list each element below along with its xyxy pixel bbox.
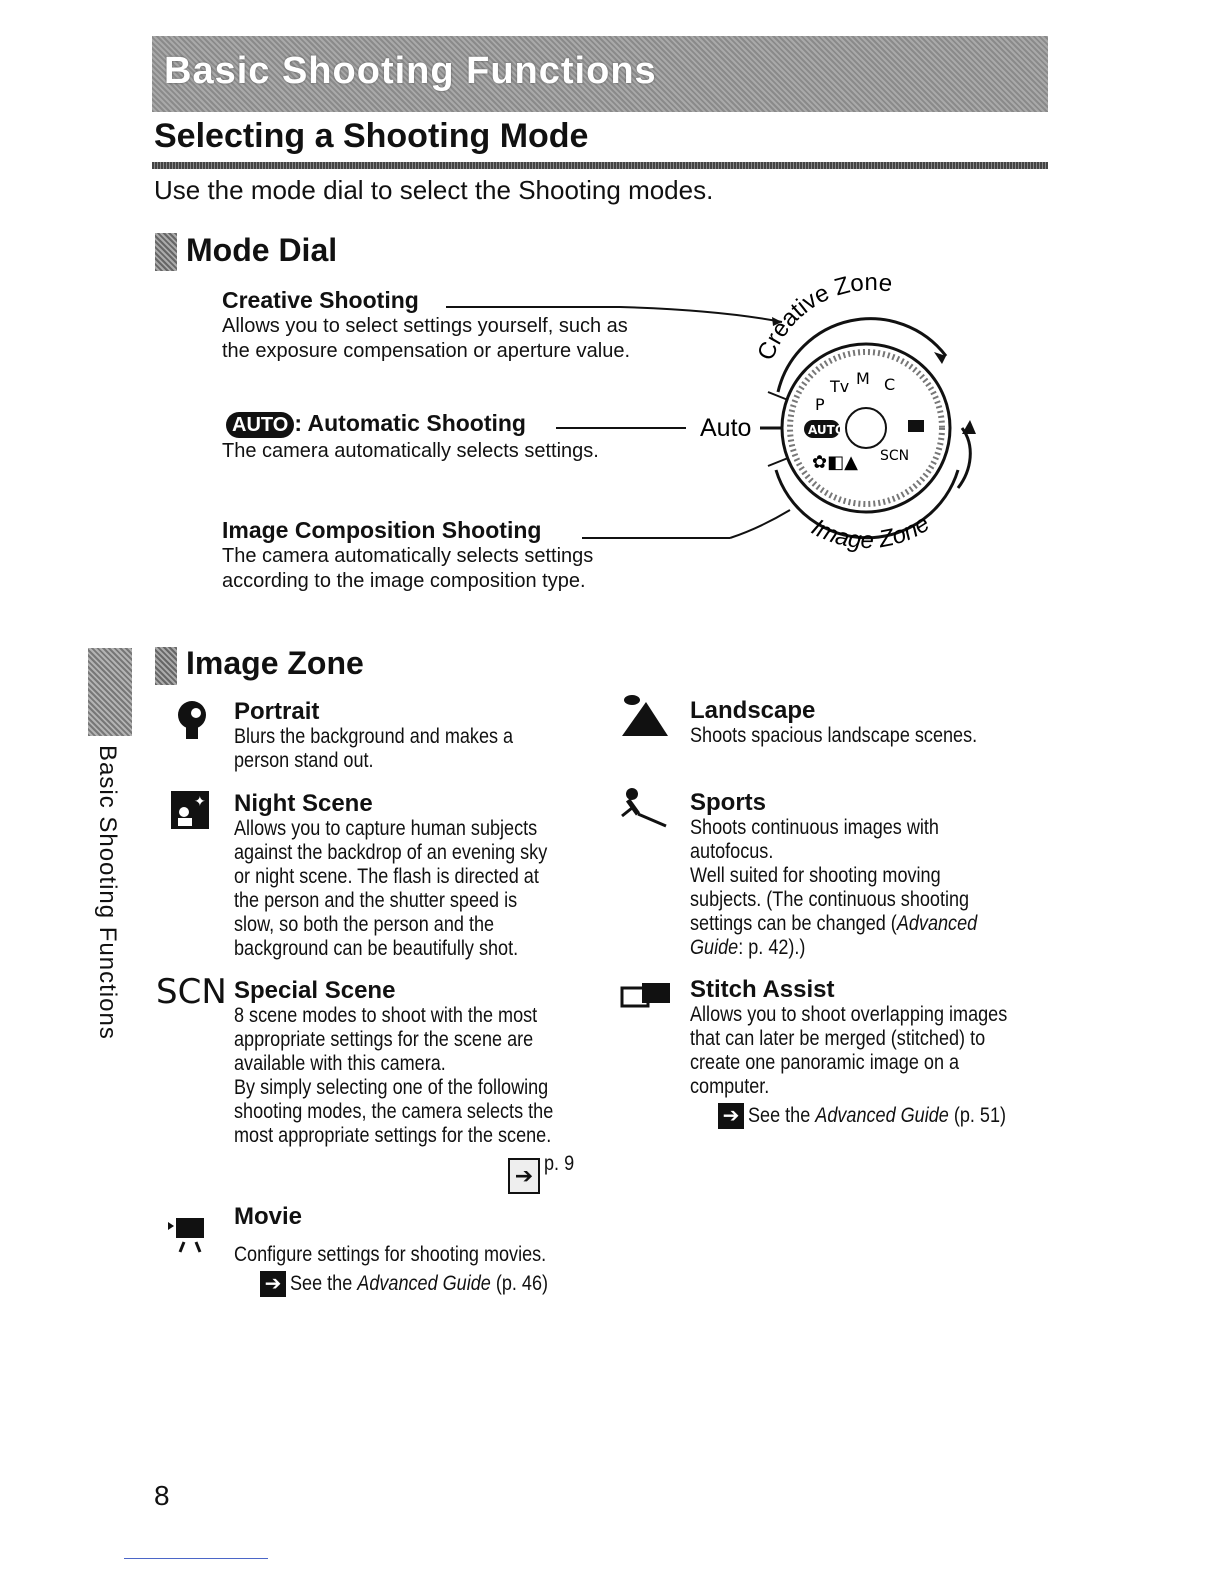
night-scene-line5: slow, so both the person and the	[234, 913, 495, 936]
banner-title: Basic Shooting Functions	[164, 50, 657, 92]
image-leader-curve	[730, 510, 790, 538]
auto-shooting-text: The camera automatically selects settings.	[222, 440, 599, 462]
night-scene-icon	[170, 790, 210, 830]
dial-auto-text: AUTO	[808, 423, 846, 437]
special-scene-heading: Special Scene	[234, 977, 396, 1004]
auto-shooting-heading: : Automatic Shooting	[294, 410, 526, 436]
image-zone-marker	[155, 647, 177, 685]
stitch-ref-guide: Advanced Guide	[815, 1104, 950, 1127]
special-scene-line6: most appropriate settings for the scene.	[234, 1124, 552, 1147]
night-scene-line4: the person and the shutter speed is	[234, 889, 518, 912]
see-ref-arrow-icon: ➔	[260, 1271, 286, 1297]
image-composition-heading: Image Composition Shooting	[222, 517, 542, 543]
see-ref-arrow-icon: ➔	[718, 1103, 744, 1129]
mode-dial-diagram	[0, 0, 1224, 620]
sports-line5	[690, 912, 977, 936]
image-composition-line2: according to the image composition type.	[222, 570, 586, 592]
movie-ref-suffix: (p. 46)	[491, 1272, 549, 1295]
special-scene-line4: By simply selecting one of the following	[234, 1076, 549, 1099]
image-zone-title: Image Zone	[186, 645, 364, 681]
sports-heading: Sports	[690, 789, 767, 816]
sports-line1: Shoots continuous images with	[690, 816, 939, 839]
special-scene-line1: 8 scene modes to shoot with the most	[234, 1004, 538, 1027]
creative-shooting-line2: the exposure compensation or aperture value.	[222, 340, 631, 362]
movie-ref-guide: Advanced Guide	[357, 1272, 492, 1295]
portrait-line1: Blurs the background and makes a	[234, 725, 514, 748]
movie-icon	[164, 1216, 220, 1264]
sports-line5-italic: Advanced	[896, 912, 978, 935]
bottom-rule	[124, 1558, 268, 1559]
right-arc	[958, 428, 970, 488]
special-scene-line3: available with this camera.	[234, 1052, 446, 1075]
image-composition-line1: The camera automatically selects settings	[222, 545, 594, 567]
stitch-assist-ref[interactable]	[718, 1103, 1049, 1129]
stitch-assist-heading: Stitch Assist	[690, 976, 835, 1003]
dial-tick-left-bottom	[768, 458, 788, 466]
dial-mode-tv: Tv	[830, 377, 850, 396]
landscape-line: Shoots spacious landscape scenes.	[690, 724, 978, 747]
page-number: 8	[154, 1480, 170, 1511]
dial-tick-left-top	[768, 392, 788, 400]
night-scene-line6: background can be beautifully shot.	[234, 937, 519, 960]
page-ref-arrow-icon: ➔	[508, 1158, 540, 1194]
portrait-icon	[172, 697, 212, 741]
movie-ref-prefix: See the	[290, 1272, 358, 1295]
portrait-line2: person stand out.	[234, 749, 374, 772]
night-scene-line2: against the backdrop of an evening sky	[234, 841, 548, 864]
dial-movie-icon	[908, 420, 924, 432]
sports-line6	[690, 936, 805, 960]
stitch-assist-line2: that can later be merged (stitched) to	[690, 1027, 986, 1050]
portrait-heading: Portrait	[234, 698, 320, 725]
night-scene-heading: Night Scene	[234, 790, 373, 817]
image-zone-label: Image Zone	[806, 509, 935, 555]
dial-scn-glyph: SCN	[880, 448, 910, 464]
svg-text:✦: ✦	[194, 794, 206, 810]
stitch-ref-text	[748, 1104, 1006, 1128]
stitch-assist-icon	[620, 980, 674, 1010]
creative-shooting-heading: Creative Shooting	[222, 287, 419, 313]
movie-line: Configure settings for shooting movies.	[234, 1243, 547, 1266]
sports-line5-prefix: settings can be changed (	[690, 912, 897, 935]
dial-graphic	[768, 319, 976, 538]
movie-heading: Movie	[234, 1203, 303, 1230]
stitch-assist-line4: computer.	[690, 1075, 770, 1098]
sports-line4: subjects. (The continuous shooting	[690, 888, 970, 911]
side-tab-block	[88, 648, 132, 736]
special-scene-line5: shooting modes, the camera selects the	[234, 1100, 554, 1123]
dial-image-glyphs: ✿◧▲	[812, 452, 858, 473]
right-arc-arrowhead	[962, 420, 976, 434]
dial-auto-label: Auto	[700, 414, 752, 442]
creative-shooting-line1: Allows you to select settings yourself, such as	[222, 315, 628, 337]
dial-mode-p: P	[815, 395, 825, 414]
dial-mode-c: C	[884, 375, 896, 394]
sports-icon	[618, 786, 670, 830]
dial-mode-m: M	[856, 369, 870, 388]
side-tab-text: Basic Shooting Functions	[94, 745, 121, 1040]
auto-badge-icon: AUTO	[226, 412, 294, 438]
sports-line2: autofocus.	[690, 840, 774, 863]
night-scene-line3: or night scene. The flash is directed at	[234, 865, 539, 888]
dial-center	[846, 408, 886, 448]
landscape-heading: Landscape	[690, 697, 816, 724]
sports-line3: Well suited for shooting moving	[690, 864, 941, 887]
stitch-assist-line1: Allows you to shoot overlapping images	[690, 1003, 1008, 1026]
landscape-icon	[620, 692, 670, 738]
special-scene-ref-text: p. 9	[544, 1152, 575, 1176]
creative-leader-curve	[620, 307, 782, 322]
special-scene-line2: appropriate settings for the scene are	[234, 1028, 534, 1051]
night-scene-line1: Allows you to capture human subjects	[234, 817, 538, 840]
mode-dial-title: Mode Dial	[186, 232, 338, 268]
creative-zone-label: Creative Zone	[752, 268, 894, 365]
special-scene-ref[interactable]	[508, 1152, 575, 1194]
sports-line6-suffix: : p. 42).)	[738, 936, 806, 959]
scn-icon: SCN	[156, 972, 227, 1012]
stitch-ref-suffix: (p. 51)	[949, 1104, 1007, 1127]
movie-ref-text	[290, 1272, 548, 1296]
movie-ref[interactable]	[260, 1271, 591, 1297]
stitch-ref-prefix: See the	[748, 1104, 816, 1127]
sports-line6-italic: Guide	[690, 936, 739, 959]
section-title: Selecting a Shooting Mode	[154, 117, 589, 155]
intro-text: Use the mode dial to select the Shooting modes.	[154, 175, 714, 205]
stitch-assist-line3: create one panoramic image on a	[690, 1051, 960, 1074]
